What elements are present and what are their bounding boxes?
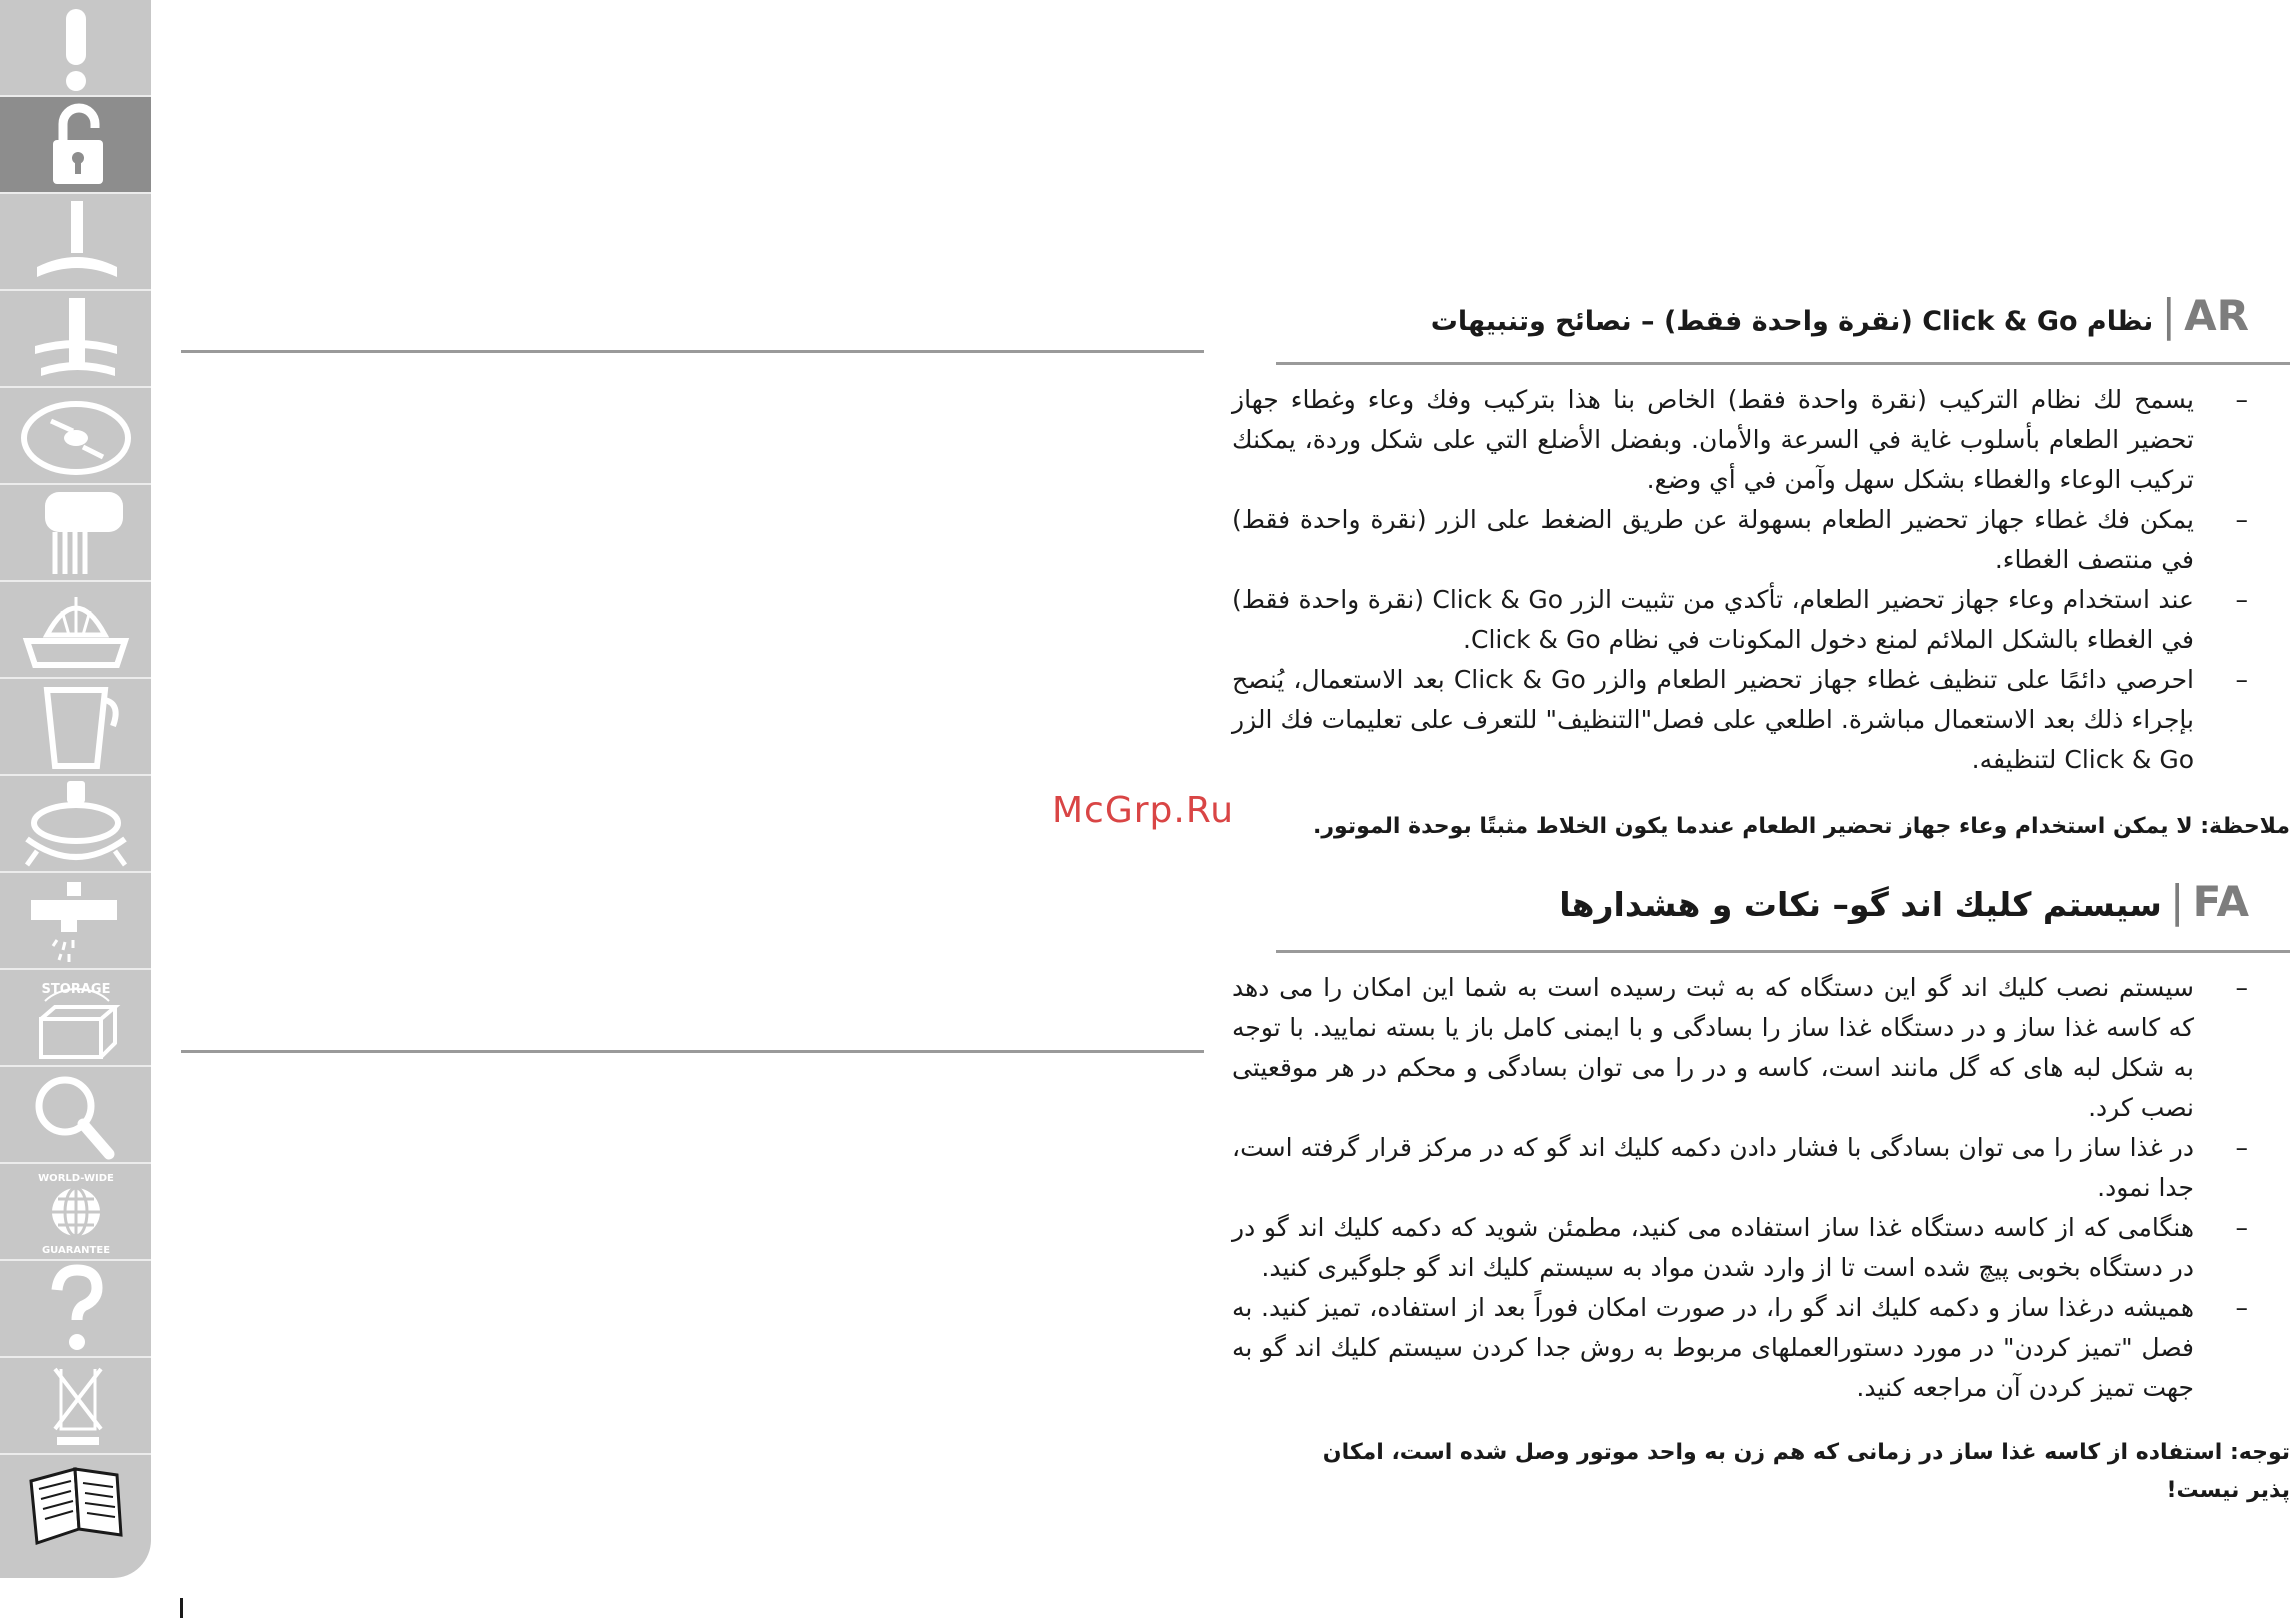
- tab-food-processor[interactable]: [0, 776, 151, 873]
- list-item: – يسمح لك نظام التركيب (نقرة واحدة فقط) الخاص بنا هذا بتركيب وفك وعاء وغطاء جهاز تحضير الطعام بأسلوب غاية في السرعة والأمان. وبفضل الأضلع التي على شكل وردة، يمكنك تركيب الوعاء والغطاء بشكل سهل وآمن في أي وضع.: [1232, 380, 2248, 500]
- heading-divider: |: [2169, 876, 2185, 927]
- left-page-rule-bottom: [181, 1050, 1204, 1053]
- fa-heading: [1559, 876, 2249, 927]
- tab-troubleshooting[interactable]: [0, 1067, 151, 1164]
- list-item: – سيستم نصب كليك اند گو اين دستگاه كه به ثبت رسيده است به شما اين امكان را می دهد كه كاسه غذا ساز و در دستگاه غذا ساز را بسادگی و با ايمنی كامل باز يا بسته نماييد. با توجه به شكل لبه های كه گل مانند است، كاسه و در را می توان بسادگی و محكم در هر موقعيتی نصب كرد.: [1232, 968, 2248, 1128]
- citrus-press-icon: [17, 585, 135, 675]
- chopper-blade-icon: [17, 294, 135, 384]
- list-item: – يمكن فك غطاء جهاز تحضير الطعام بسهولة عن طريق الضغط على الزر (نقرة واحدة فقط) في منتصف الغطاء.: [1232, 500, 2248, 580]
- ar-note: ملاحظة: لا يمكن استخدام وعاء جهاز تحضير الطعام عندما يكون الخلاط مثبتًا بوحدة الموتور.: [1313, 814, 2290, 839]
- manual-book-icon: [17, 1459, 135, 1549]
- list-item: – هميشه درغذا ساز و دكمه كليك اند گو را، در صورت امكان فوراً بعد از استفاده، تميز كنيد. به فصل "تميز كردن" در مورد دستورالعملهای مربوط به روش جدا كردن سيستم كليك اند گو به جهت تميز كردن آن مراجعه كنيد.: [1232, 1288, 2248, 1408]
- blender-blade-icon: [17, 197, 135, 287]
- guarantee-label: WORLD-WIDE: [37, 1172, 114, 1184]
- list-item: – عند استخدام وعاء جهاز تحضير الطعام، تأكدي من تثبيت الزر Click & Go (نقرة واحدة فقط) في الغطاء بالشكل الملائم لمنع دخول المكونات في نظام Click & Go.: [1232, 580, 2248, 660]
- fa-language-code: FA: [2192, 877, 2249, 926]
- tab-help[interactable]: [0, 1261, 151, 1358]
- storage-box-icon: [17, 973, 135, 1063]
- list-item: – احرصي دائمًا على تنظيف غطاء جهاز تحضير الطعام والزر Click & Go بعد الاستعمال، يُنصح بإجراء ذلك بعد الاستعمال مباشرة. اطلعي على فصل"التنظيف" للتعرف على تعليمات فك الزر Click & Go لتنظيفه.: [1232, 660, 2248, 780]
- fa-title: سيستم كليك اند گو– نكات و هشدارها: [1559, 885, 2162, 924]
- slicing-disc-icon: [17, 391, 135, 481]
- left-page-rule-top: [181, 350, 1204, 353]
- guarantee-label-bottom: GUARANTEE: [41, 1244, 110, 1256]
- world-wide-guarantee-icon: [17, 1167, 135, 1257]
- crossed-bin-icon: [17, 1361, 135, 1451]
- faucet-cleaning-icon: [17, 876, 135, 966]
- tab-safety[interactable]: [0, 0, 151, 97]
- watermark: McGrp.Ru: [1052, 790, 1235, 831]
- tab-jug[interactable]: [0, 679, 151, 776]
- ar-language-code: AR: [2184, 291, 2249, 340]
- magnifier-icon: [17, 1070, 135, 1160]
- unlock-icon: [17, 100, 135, 190]
- tab-guarantee[interactable]: [0, 1164, 151, 1261]
- whisk-icon: [17, 488, 135, 578]
- fa-note: توجه: استفاده از كاسه غذا ساز در زمانی كه هم زن به واحد موتور وصل شده است، امكان پذير نيست!: [1322, 1440, 2290, 1503]
- tab-disposal[interactable]: [0, 1358, 151, 1455]
- fa-bullet-list: [1232, 968, 2248, 1408]
- heading-divider: |: [2161, 290, 2177, 341]
- tab-storage[interactable]: [0, 970, 151, 1067]
- ar-title: نظام Click & Go (نقرة واحدة فقط) – نصائح وتنبيهات: [1430, 306, 2154, 337]
- tab-citrus-press[interactable]: [0, 582, 151, 679]
- tab-click-and-go[interactable]: [0, 97, 151, 194]
- fa-heading-rule: [1276, 950, 2290, 953]
- list-item: – هنگامی كه از كاسه دستگاه غذا ساز استفاده می كنيد، مطمئن شويد كه دكمه كليك اند گو در در دستگاه بخوبی پيچ شده است تا از وارد شدن مواد به سيستم كليك اند گو جلوگيری كنيد.: [1232, 1208, 2248, 1288]
- tab-cleaning[interactable]: [0, 873, 151, 970]
- jug-icon: [17, 682, 135, 772]
- tab-whisk[interactable]: [0, 485, 151, 582]
- food-processor-icon: [17, 779, 135, 869]
- ar-heading-rule: [1276, 362, 2290, 365]
- sidebar-tab-strip: [0, 0, 151, 1578]
- tab-chopper-blade[interactable]: [0, 291, 151, 388]
- page-edge-mark: [180, 1598, 183, 1618]
- question-mark-icon: [17, 1264, 135, 1354]
- ar-bullet-list: [1232, 380, 2248, 780]
- list-item: – در غذا ساز را می توان بسادگی با فشار دادن دكمه كليك اند گو كه در مركز قرار گرفته است، جدا نمود.: [1232, 1128, 2248, 1208]
- tab-slicing-disc[interactable]: [0, 388, 151, 485]
- tab-blender-blade[interactable]: [0, 194, 151, 291]
- ar-heading: [1431, 290, 2249, 341]
- storage-label: STORAGE: [41, 981, 110, 997]
- exclamation-icon: [17, 3, 135, 93]
- tab-recipes[interactable]: [0, 1455, 151, 1552]
